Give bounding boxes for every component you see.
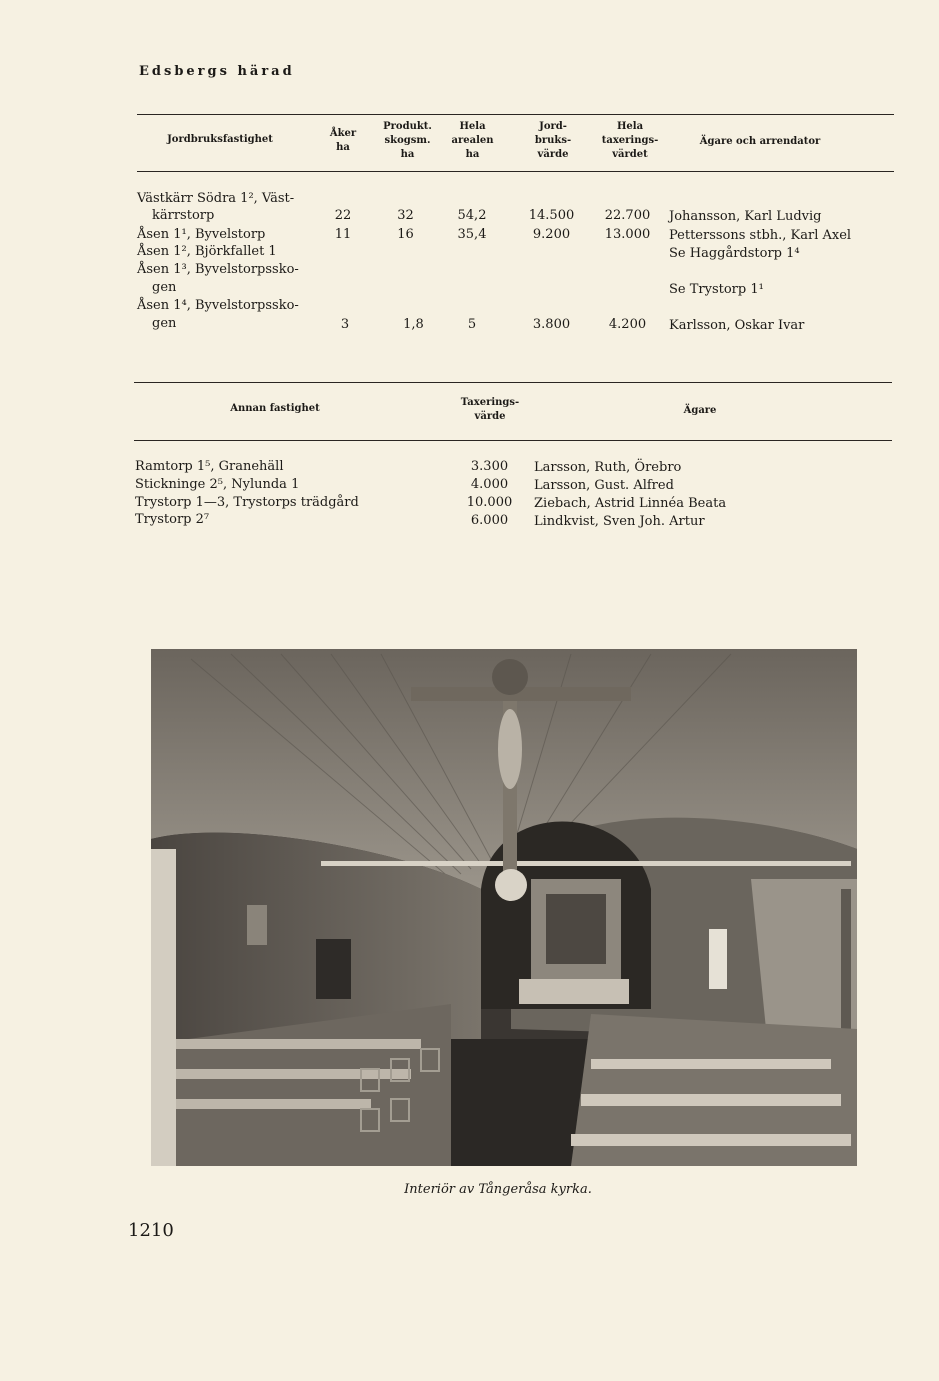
table2-top-rule: [134, 382, 892, 383]
table1-row0-aker: 22: [334, 208, 352, 223]
table1-row1-jord: 9.200: [532, 227, 571, 242]
photo-caption: Interiör av Tångeråsa kyrka.: [404, 1182, 592, 1197]
table1-row1-tax: 13.000: [604, 227, 651, 242]
table2-header-tax: Taxerings- värde: [460, 397, 520, 422]
table1-row1-area: 35,4: [457, 227, 487, 242]
table1-row0-property-line1: Västkärr Södra 1², Väst-: [137, 191, 295, 206]
table1-row3-property-line2: gen: [152, 280, 177, 295]
table2-row3-property: Trystorp 2⁷: [135, 512, 210, 527]
table1-header-rule: [137, 171, 894, 172]
table1-header-property: Jordbruksfastighet: [167, 134, 273, 145]
table1-row4-tax: 4.200: [608, 317, 647, 332]
table1-row4-area: 5: [467, 317, 477, 332]
table1-header-jord: Jord- bruks- värde: [534, 121, 572, 160]
table1-row1-owner: Petterssons stbh., Karl Axel: [669, 228, 852, 243]
table1-row4-owner: Karlsson, Oskar Ivar: [669, 318, 805, 333]
table2-row3-owner: Lindkvist, Sven Joh. Artur: [534, 514, 705, 529]
table1-row1-prod: 16: [397, 227, 414, 242]
table1-row4-aker: 3: [340, 317, 350, 332]
table1-header-area: Hela arealen ha: [451, 121, 494, 160]
table2-row1-tax: 4.000: [470, 477, 509, 492]
table1-row4-jord: 3.800: [532, 317, 571, 332]
table1-row0-jord: 14.500: [528, 208, 575, 223]
table1-row4-property-line1: Åsen 1⁴, Byvelstorpssko-: [137, 298, 299, 313]
table2-row0-property: Ramtorp 1⁵, Granehäll: [135, 459, 284, 474]
table1-header-aker: Åker ha: [329, 128, 357, 153]
table1-header-prod: Produkt. skogsm. ha: [383, 121, 432, 160]
table1-row1-aker: 11: [334, 227, 352, 242]
table1-row0-prod: 32: [397, 208, 414, 223]
table1-row2-owner: Se Haggårdstorp 1⁴: [669, 246, 800, 261]
table1-row0-property-line2: kärrstorp: [152, 208, 215, 223]
table2-row1-owner: Larsson, Gust. Alfred: [534, 478, 674, 493]
table2-row3-tax: 6.000: [470, 513, 509, 528]
table1-top-rule: [137, 114, 894, 115]
table1-row0-tax: 22.700: [604, 208, 651, 223]
page-number: 1210: [128, 1220, 174, 1241]
table1-row3-property-line1: Åsen 1³, Byvelstorpssko-: [137, 262, 299, 277]
table2-row2-property: Trystorp 1—3, Trystorps trädgård: [135, 495, 359, 510]
table1-header-tax: Hela taxerings- värdet: [601, 121, 659, 160]
table1-row2-property-line1: Åsen 1², Björkfallet 1: [137, 244, 277, 259]
table2-header-owner: Ägare: [683, 405, 717, 416]
table1-row0-area: 54,2: [457, 208, 487, 223]
table2-row0-owner: Larsson, Ruth, Örebro: [534, 460, 682, 475]
table1-row1-property-line1: Åsen 1¹, Byvelstorp: [137, 227, 266, 242]
table2-header-property: Annan fastighet: [230, 403, 320, 414]
table1-row0-owner: Johansson, Karl Ludvig: [669, 209, 822, 224]
table1-row4-prod: 1,8: [403, 317, 424, 332]
table1-header-owner: Ägare och arrendator: [699, 136, 821, 147]
table2-row0-tax: 3.300: [470, 459, 509, 474]
table2-row2-owner: Ziebach, Astrid Linnéa Beata: [534, 496, 727, 511]
church-interior-photo: [151, 649, 857, 1166]
table2-row1-property: Stickninge 2⁵, Nylunda 1: [135, 477, 300, 492]
table2-row2-tax: 10.000: [466, 495, 513, 510]
table1-row3-owner: Se Trystorp 1¹: [669, 282, 764, 297]
page-header: Edsbergs härad: [139, 64, 295, 79]
table2-header-rule: [134, 440, 892, 441]
table1-row4-property-line2: gen: [152, 316, 177, 331]
